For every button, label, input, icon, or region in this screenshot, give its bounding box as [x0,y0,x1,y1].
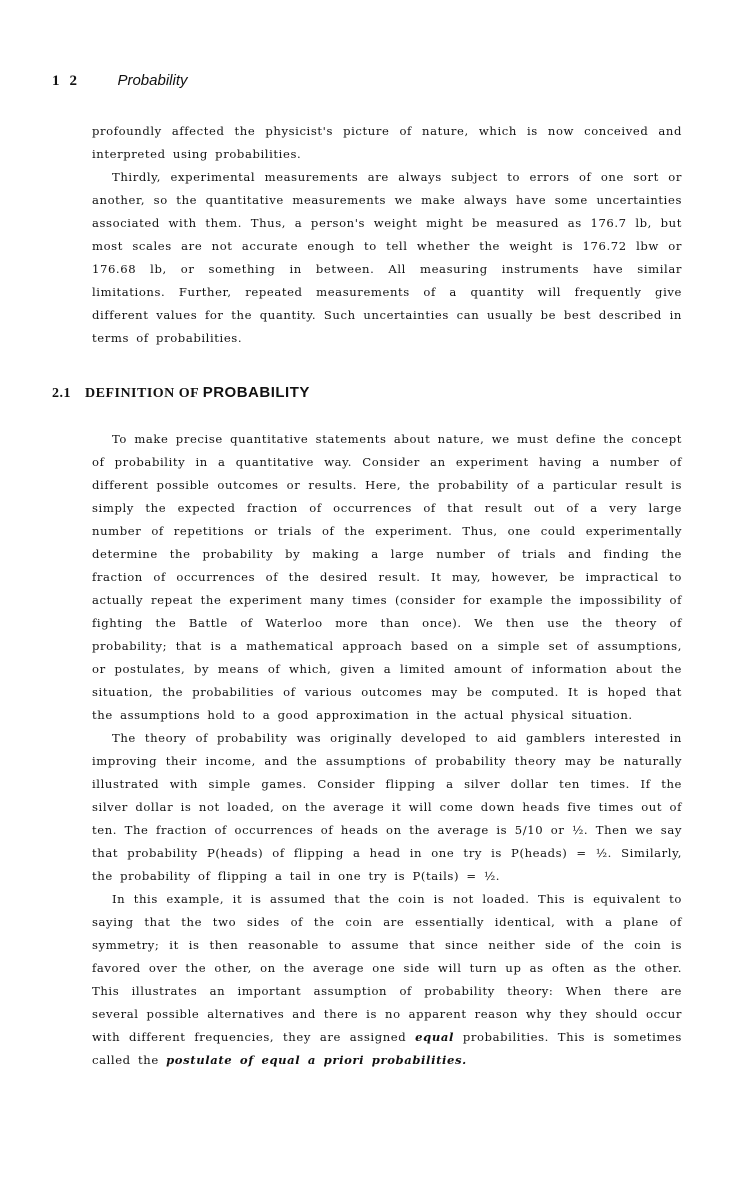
paragraph-text-b: probabilities. This is sometimes called the [92,1030,682,1067]
paragraph-measurements: Thirdly, experimental measurements are always subject to errors of one sort or another, so the quantitative measurements we make always have some uncertainties associated with them. Thus, a person's weight might be measured as 176.7 lb, but most scales are not accurate enough to tell whether the weight is 176.72 lbw or 176.68 lb, or something in between. All measuring instruments have similar limitations. Further, repeated measurements of a quantity will frequently give different values for the quantity. Such uncertainties can usually be best described in terms of probabilities. [92,170,682,345]
paragraph-text-a: In this example, it is assumed that the coin is not loaded. This is equivalent to saying that the two sides of the coin are essentially identical, with a plane of symmetry; it is then reasonable to assume that since neither side of the coin is favored over the other, on the average one side will turn up as often as the other. This illustrates an important assumption of probability theory: When there are several possible alternatives and there is no apparent reason why they should occur with different frequencies, they are assigned [92,892,682,1044]
section-number: 2.1 [52,386,71,401]
emphasis-equal: equal [415,1030,454,1044]
paragraph-coin-flip: The theory of probability was originally developed to aid gamblers interested in improving their income, and the assumptions of probability theory may be naturally illustrated with simple games. Consider flipping a silver dollar ten times. If the silver dollar is not loaded, on the average it will come down heads five times out of ten. The fraction of occurrences of heads on the average is 5/10 or ½. Then we say that probability P(heads) of flipping a head in one try is P(heads) = ½. Similarly, the probability of flipping a tail in one try is P(tails) = ½. [92,731,682,883]
body-text-block-2 [92,428,682,1072]
section-title-part-b: PROBABILITY [202,384,310,401]
paragraph-definition: To make precise quantitative statements about nature, we must define the concept of probability in a quantitative way. Consider an experiment having a number of different possible outcomes or results. Here, the probability of a particular result is simply the expected fraction of occurrences of that result out of a very large number of repetitions or trials of the experiment. Thus, one could experimentally determine the probability by making a large number of trials and finding the fraction of occurrences of the desired result. It may, however, be impractical to actually repeat the experiment many times (consider for example the impossibility of fighting the Battle of Waterloo more than once). We then use the theory of probability; that is a mathematical approach based on a simple set of assumptions, or postulates, by means of which, given a limited amount of information about the situation, the probabilities of various outcomes may be computed. It is hoped that the assumptions hold to a good approximation in the actual physical situation. [92,432,682,722]
section-heading [52,384,310,402]
term-postulate: postulate of equal a priori probabilities. [166,1053,467,1067]
body-text-block-1 [92,120,682,350]
page-number: 12 [52,73,87,89]
paragraph-continuation: profoundly affected the physicist's picture of nature, which is now conceived and interpreted using probabilities. [92,124,682,161]
section-title-part-a: DEFINITION OF [85,386,199,401]
running-head: Probability [117,72,188,89]
paragraph-equal-priori [92,888,682,1072]
page-header [52,72,188,90]
